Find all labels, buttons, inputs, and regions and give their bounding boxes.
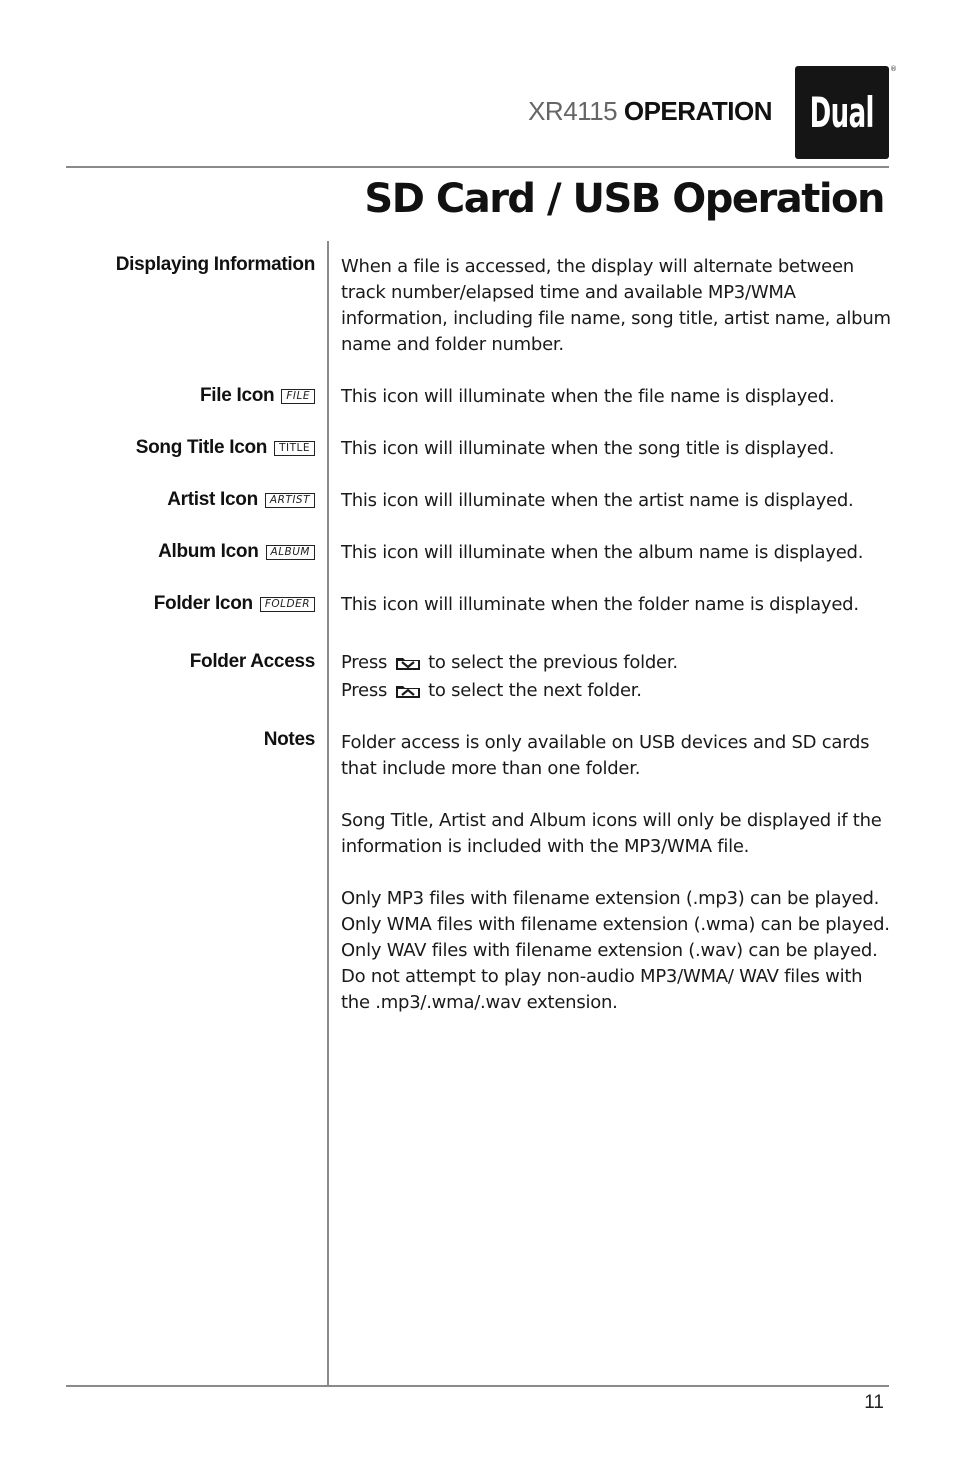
label-folder-access bbox=[190, 651, 315, 673]
label-displaying-information bbox=[116, 254, 315, 276]
note-paragraph: Song Title, Artist and Album icons will only be displayed if the information is included with the MP3/WMA file. bbox=[341, 810, 882, 857]
logo-text: Dual bbox=[809, 88, 875, 137]
song-title-icon-text bbox=[341, 436, 891, 462]
bottom-divider bbox=[66, 1385, 889, 1387]
paragraph: This icon will illuminate when the file name is displayed. bbox=[341, 386, 835, 407]
label-text: Album Icon bbox=[158, 541, 259, 562]
album-icon-text bbox=[341, 540, 891, 566]
note-paragraph: Only MP3 files with filename extension (.mp3) can be played. Only WMA files with filename extension (.wma) can be played. Only WAV files with filename extension (.wav) can be played. Do not attempt to play non-audio MP3/WMA/ WAV files with the .mp3/.wma/.wav extension. bbox=[341, 888, 890, 1013]
label-artist-icon bbox=[167, 489, 315, 511]
label-file-icon bbox=[200, 385, 315, 407]
model-number: XR4115 bbox=[528, 96, 618, 126]
label-text: Displaying Information bbox=[115, 254, 315, 275]
file-icon-text bbox=[341, 384, 891, 410]
folder-down-icon bbox=[395, 655, 421, 671]
next-folder-text: to select the next folder. bbox=[428, 680, 642, 701]
header-model-operation bbox=[528, 96, 772, 127]
label-text: Artist Icon bbox=[167, 489, 258, 510]
folder-next-line bbox=[341, 678, 891, 704]
paragraph: This icon will illuminate when the song title is displayed. bbox=[341, 438, 835, 459]
folder-access-text bbox=[341, 650, 891, 704]
label-album-icon bbox=[158, 541, 315, 563]
label-song-title-icon bbox=[136, 437, 315, 459]
title-display-icon: TITLE bbox=[274, 441, 315, 456]
previous-folder-text: to select the previous folder. bbox=[428, 652, 678, 673]
label-text: Folder Access bbox=[189, 651, 315, 672]
label-text: File Icon bbox=[200, 385, 275, 406]
artist-icon-text bbox=[341, 488, 891, 514]
file-display-icon: FILE bbox=[281, 389, 315, 404]
folder-up-icon bbox=[395, 683, 421, 699]
top-divider bbox=[66, 166, 889, 168]
label-text: Notes bbox=[263, 729, 315, 750]
displaying-information-text bbox=[341, 254, 891, 358]
album-display-icon: ALBUM bbox=[266, 545, 315, 560]
page-number: 11 bbox=[864, 1392, 884, 1413]
operation-heading: OPERATION bbox=[623, 96, 772, 126]
paragraph: This icon will illuminate when the album name is displayed. bbox=[341, 542, 864, 563]
paragraph: This icon will illuminate when the folder name is displayed. bbox=[341, 594, 859, 615]
folder-display-icon: FOLDER bbox=[260, 597, 315, 612]
artist-display-icon: ARTIST bbox=[265, 493, 315, 508]
page-title: SD Card / USB Operation bbox=[364, 176, 884, 222]
folder-previous-line bbox=[341, 650, 891, 676]
label-notes bbox=[264, 729, 315, 751]
label-folder-icon bbox=[154, 593, 315, 615]
label-text: Song Title Icon bbox=[135, 437, 268, 458]
registered-mark: ® bbox=[890, 65, 897, 73]
paragraph: When a file is accessed, the display will alternate between track number/elapsed time and available MP3/WMA information, including file name, song title, artist name, album name and folder number. bbox=[341, 256, 891, 355]
label-text: Folder Icon bbox=[153, 593, 253, 614]
notes-text bbox=[341, 730, 891, 1016]
column-divider bbox=[327, 241, 329, 1386]
dual-logo bbox=[795, 66, 889, 159]
paragraph: This icon will illuminate when the artist name is displayed. bbox=[341, 490, 854, 511]
press-word: Press bbox=[341, 652, 388, 673]
folder-icon-text bbox=[341, 592, 891, 618]
press-word: Press bbox=[341, 680, 388, 701]
note-paragraph: Folder access is only available on USB devices and SD cards that include more than one folder. bbox=[341, 732, 870, 779]
